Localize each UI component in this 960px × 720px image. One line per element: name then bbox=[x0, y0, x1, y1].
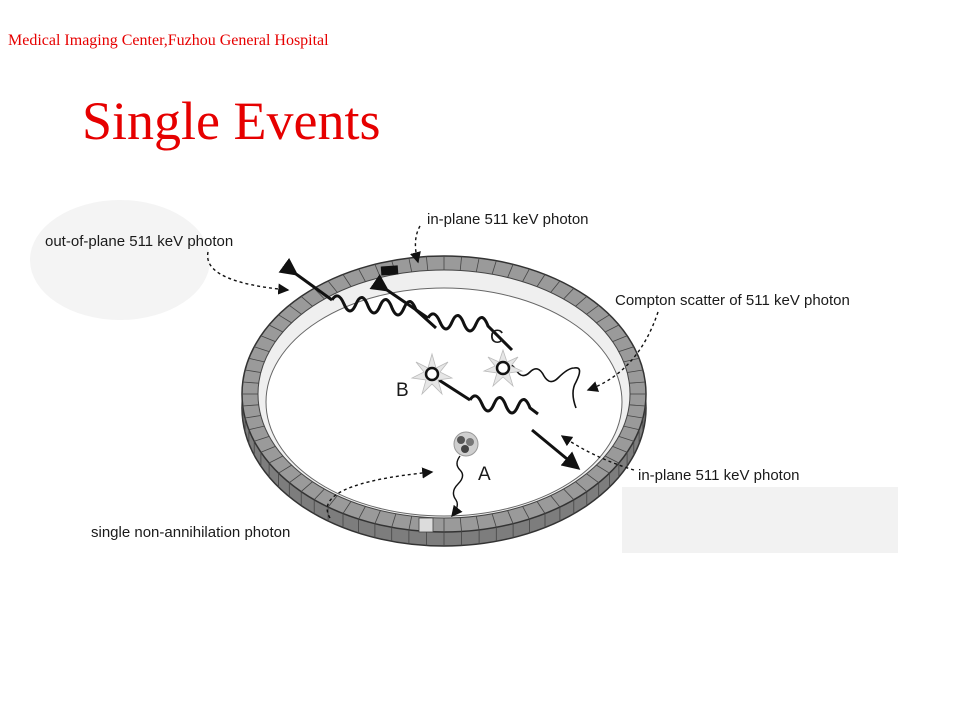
institution-header: Medical Imaging Center,Fuzhou General Hospital bbox=[8, 32, 329, 49]
light-detector bbox=[419, 518, 433, 532]
detector-ring bbox=[242, 256, 646, 546]
background-shade-box bbox=[622, 487, 898, 553]
point-b-label: B bbox=[396, 380, 409, 401]
point-c-label: C bbox=[490, 327, 504, 348]
slide-title: Single Events bbox=[82, 91, 381, 151]
label-in-plane-bottom: in-plane 511 keV photon bbox=[638, 467, 800, 484]
label-compton: Compton scatter of 511 keV photon bbox=[615, 292, 850, 309]
point-a-label: A bbox=[478, 464, 491, 485]
hit-detector bbox=[381, 265, 399, 275]
label-in-plane-top: in-plane 511 keV photon bbox=[427, 211, 589, 228]
label-out-of-plane: out-of-plane 511 keV photon bbox=[45, 233, 234, 250]
label-single-non-annihilation: single non-annihilation photon bbox=[91, 524, 291, 541]
background-shade bbox=[30, 200, 210, 320]
